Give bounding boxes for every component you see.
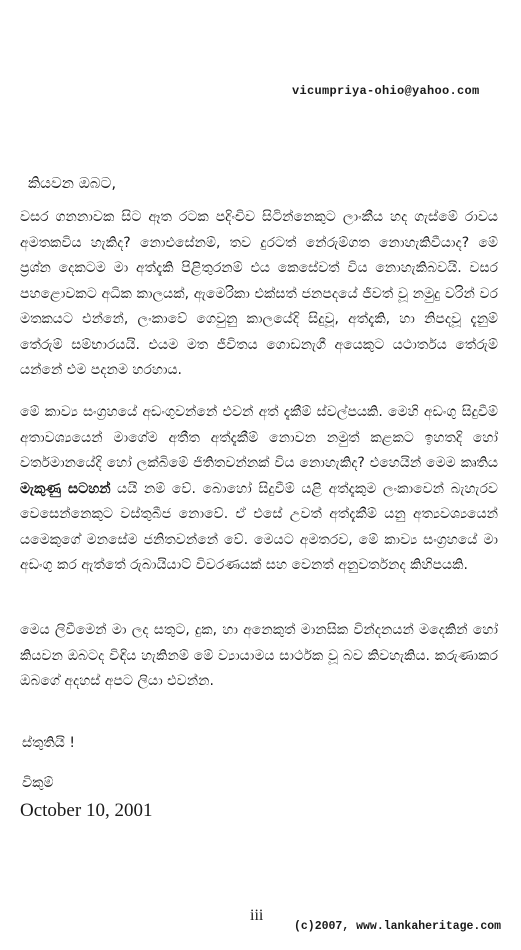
- paragraph-2-text-a: මේ කාව්‍ය සංග්‍රහයේ අඩංගුවන්නේ එවන් අත් දැකීම් ස්වල්පයකි. මෙහි අඩංගු සිදුවීම් අතාවශ්‍යයෙන් මාගේම අතීත අත්දැකීම් නොවන නමුත් කළකට ඉහතදි හෝ වර්තමානයේදි හෝ ලක්බිමේ ජිතිතවන්නක් විය නොහැකිද? එහෙයින් මෙම කෘතිය: [20, 404, 498, 471]
- paragraph-3: මෙය ලිවීමෙන් මා ලද සතුට, දුක, හා අනෙකුත් මානසික වින්දනයන් මදෙකින් හෝ කියවන ඔබටද විඳිය හැකිනම් මේ ව්‍යායාමය සාර්ථක වූ බව කිවහැකිය. කරුණාකර ඔබගේ අදහස් අපට ලියා එවන්න.: [20, 622, 498, 689]
- paragraph-1: වසර ගනනාවක සිට ඈත රටක පදිංචිව සිටින්නෙකුට ලාංකීය හද ගැස්මේ රාවය අමතකවිය හැකිද? නොඑසේනම්, තව දුරටත් නේරුම්ගත නොහැකිවීයාද? මේ ප්‍රශ්න දෙකටම මා අත්දැකි පිළිතුරනම් එය කෙසේවත් විය නොහැකිබවයි. වසර පහළොවකට අධික කාලයක්, ඇමෙරිකා එක්සත් ජනපදයේ ජීවත් වූ නමුදු වරින් වර මතකයට එන්නේ, ලංකාවේ ගෙවුනු කාලයේදි සිදුවූ, අත්දැකි, හා නිපදවූ දැනුම් තේරුම් සම්භාරයයි. එයම මත ජීවිතය ගොඩනැගී අයෙකුට යථාර්තය තේරුම් යන්නේ එම පදනම හරහාය.: [20, 209, 498, 378]
- thanks: ස්තුතියි !: [22, 735, 75, 751]
- copyright-notice: (c)2007, www.lankaheritage.com: [294, 920, 502, 933]
- email-address: vicumpriya-ohio@yahoo.com: [292, 84, 480, 98]
- salutation: කියවන ඔබට,: [28, 174, 117, 192]
- letter-date: October 10, 2001: [20, 800, 153, 821]
- paragraph-2: [20, 400, 498, 579]
- signature: විකුම්: [22, 775, 54, 791]
- page-number: iii: [250, 907, 264, 924]
- book-title: මැකුණු සටහන්: [20, 480, 111, 497]
- paragraph-2-text-b: යයි නම් වේ. බොහෝ සිදුවීම් යළි අත්දැකුම ලංකාවෙන් බැහැරව වෙසෙන්නෙකුට වස්තුබීජ නොවේ. ඒ එසේ උවත් අත්දැකීම් යනු අත්‍යවශ්‍යයෙන් යමෙකුගේ මනසේම ජනිතවන්නේ වේ. මෙයට අමතරව, මේ කාව්‍ය සංග්‍රහයේ මා අඩංගු කර ඇත්තේ රුබායියාට් විවරණයක් සහ වෙනත් අනුවර්තනද කිහිපයකි.: [20, 480, 498, 573]
